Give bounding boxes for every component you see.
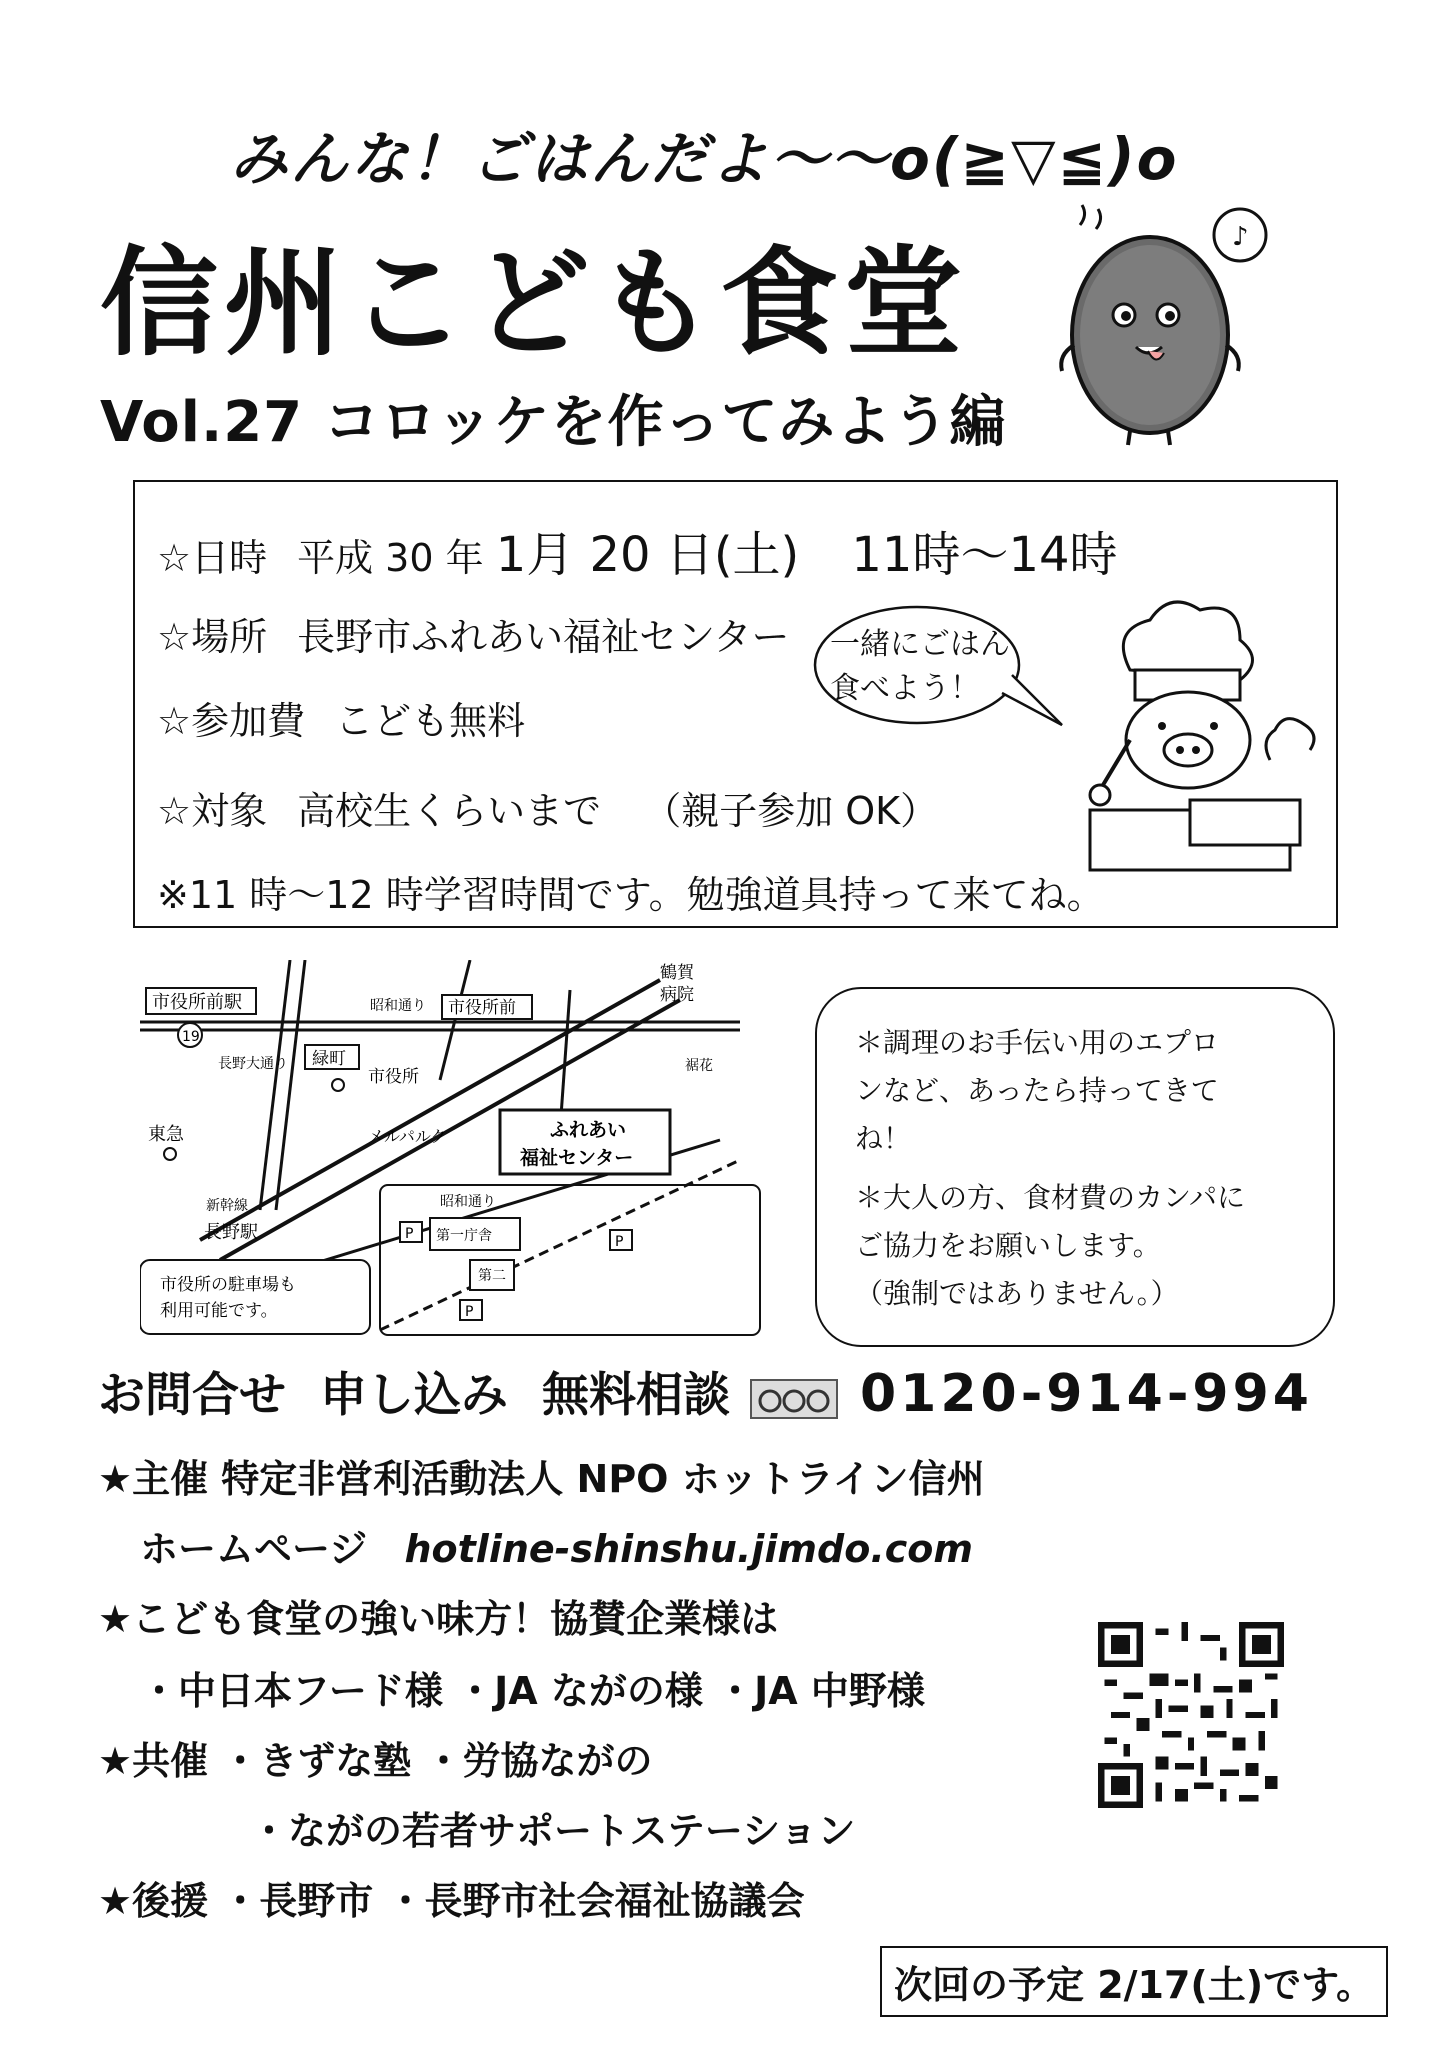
fee-value: こども無料 (335, 699, 526, 743)
map-nagano-station: 長野駅 (204, 1222, 258, 1243)
map-tokyu: 東急 (148, 1124, 184, 1145)
sponsors-intro: ★こども食堂の強い味方！協賛企業様は (98, 1597, 779, 1641)
map-tsuruga: 鶴賀 (660, 963, 694, 983)
note-donation-line-3: （強制ではありません。） (855, 1277, 1179, 1310)
homepage-link[interactable]: hotline-shinshu.jimdo.com (404, 1527, 973, 1571)
map-daini: 第二 (478, 1268, 506, 1284)
note-apron-line-2: ンなど、あったら持ってきて (855, 1074, 1219, 1107)
contact-inquiry: お問合せ (98, 1368, 286, 1423)
map-showa-dori-2: 昭和通り (440, 1194, 496, 1210)
page-title: 信州こども食堂 (100, 234, 969, 372)
support-line: ★後援 ・長野市 ・長野市社会福祉協議会 (98, 1879, 805, 1923)
map-shiyakusho-sign: 市役所前 (448, 998, 516, 1018)
free-dial-icon (750, 1379, 838, 1419)
contact-apply: 申し込み (320, 1368, 508, 1423)
qr-code-icon[interactable] (1098, 1622, 1284, 1808)
note-donation-line-2: ご協力をお願いします。 (855, 1229, 1161, 1262)
cohost-line-2: ・ながの若者サポートステーション (250, 1809, 856, 1853)
place-label: ☆場所 (157, 615, 268, 659)
map-parking-note-2: 利用可能です。 (160, 1301, 278, 1321)
tagline: みんな！ごはんだよ〜〜o(≧▽≦)o (230, 125, 1179, 193)
map-nagano-odori: 長野大通り (218, 1056, 288, 1072)
study-note: ※11 時〜12 時学習時間です。勉強道具持って来てね。 (157, 873, 1105, 917)
homepage-line (140, 1518, 973, 1573)
map-daiichi: 第一庁舎 (436, 1228, 492, 1244)
sponsors-list: ・中日本フード様 ・JA ながの様 ・JA 中野様 (140, 1669, 925, 1713)
map-showa-dori: 昭和通り (370, 998, 426, 1014)
map-route-19: 19 (182, 1029, 200, 1045)
target-value: 高校生くらいまで (297, 789, 602, 833)
speech-bubble (812, 605, 1027, 725)
contact-consult: 無料相談 (542, 1368, 730, 1423)
target-row (157, 780, 938, 835)
place-value: 長野市ふれあい福祉センター (297, 615, 790, 659)
pig-chef-icon (1070, 590, 1320, 880)
access-map (140, 960, 790, 1350)
date-prefix: 平成 30 年 (297, 536, 484, 580)
target-label: ☆対象 (157, 789, 268, 833)
notes-box (815, 987, 1335, 1347)
date-label: ☆日時 (157, 536, 268, 580)
map-center-line-2: 福祉センター (520, 1147, 634, 1169)
fee-label: ☆参加費 (157, 699, 306, 743)
phone-number[interactable]: 0120-914-994 (860, 1364, 1313, 1424)
date-row (157, 516, 1118, 585)
map-shiyakusho: 市役所 (368, 1067, 419, 1087)
map-parking-note-1: 市役所の駐車場も (160, 1275, 296, 1295)
map-shinkansen: 新幹線 (206, 1198, 248, 1214)
map-susobana: 裾花 (685, 1058, 713, 1074)
bubble-line-1: 一緒にごはん (830, 627, 1010, 662)
note-apron (855, 1019, 1315, 1163)
target-note: （親子参加 OK） (643, 789, 939, 833)
note-donation (855, 1174, 1315, 1318)
next-schedule: 次回の予定 2/17(土)です。 (880, 1946, 1388, 2017)
date-main: 1月 20 日(土) (495, 527, 800, 583)
bubble-line-2: 食べよう！ (830, 671, 980, 706)
note-apron-line-3: ね！ (855, 1122, 912, 1155)
place-row (157, 606, 790, 661)
homepage-label: ホームページ (140, 1527, 368, 1571)
map-center-line-1: ふれあい (550, 1119, 627, 1141)
cohost-line: ★共催 ・きずな塾 ・労協ながの (98, 1739, 653, 1783)
map-parking-3: P (615, 1234, 624, 1250)
host-line: ★主催 特定非営利活動法人 NPO ホットライン信州 (98, 1457, 985, 1501)
map-hospital: 病院 (660, 985, 694, 1005)
event-time: 11時〜14時 (851, 527, 1118, 583)
map-ryokucho: 緑町 (312, 1049, 346, 1069)
svg-text:♪: ♪ (1232, 222, 1249, 252)
croquette-mascot-icon (1040, 195, 1290, 455)
note-donation-line-1: ＊大人の方、食材費のカンパに (855, 1181, 1246, 1214)
map-station-shiyakusho: 市役所前駅 (152, 992, 242, 1013)
page-subtitle: Vol.27 コロッケを作ってみよう編 (100, 390, 1007, 455)
fee-row (157, 690, 525, 745)
map-meruparuku: メルパルク (368, 1127, 447, 1146)
map-parking-1: P (405, 1226, 414, 1242)
note-apron-line-1: ＊調理のお手伝い用のエプロ (855, 1026, 1220, 1059)
map-parking-2: P (465, 1304, 474, 1320)
contact-line (98, 1358, 1313, 1425)
